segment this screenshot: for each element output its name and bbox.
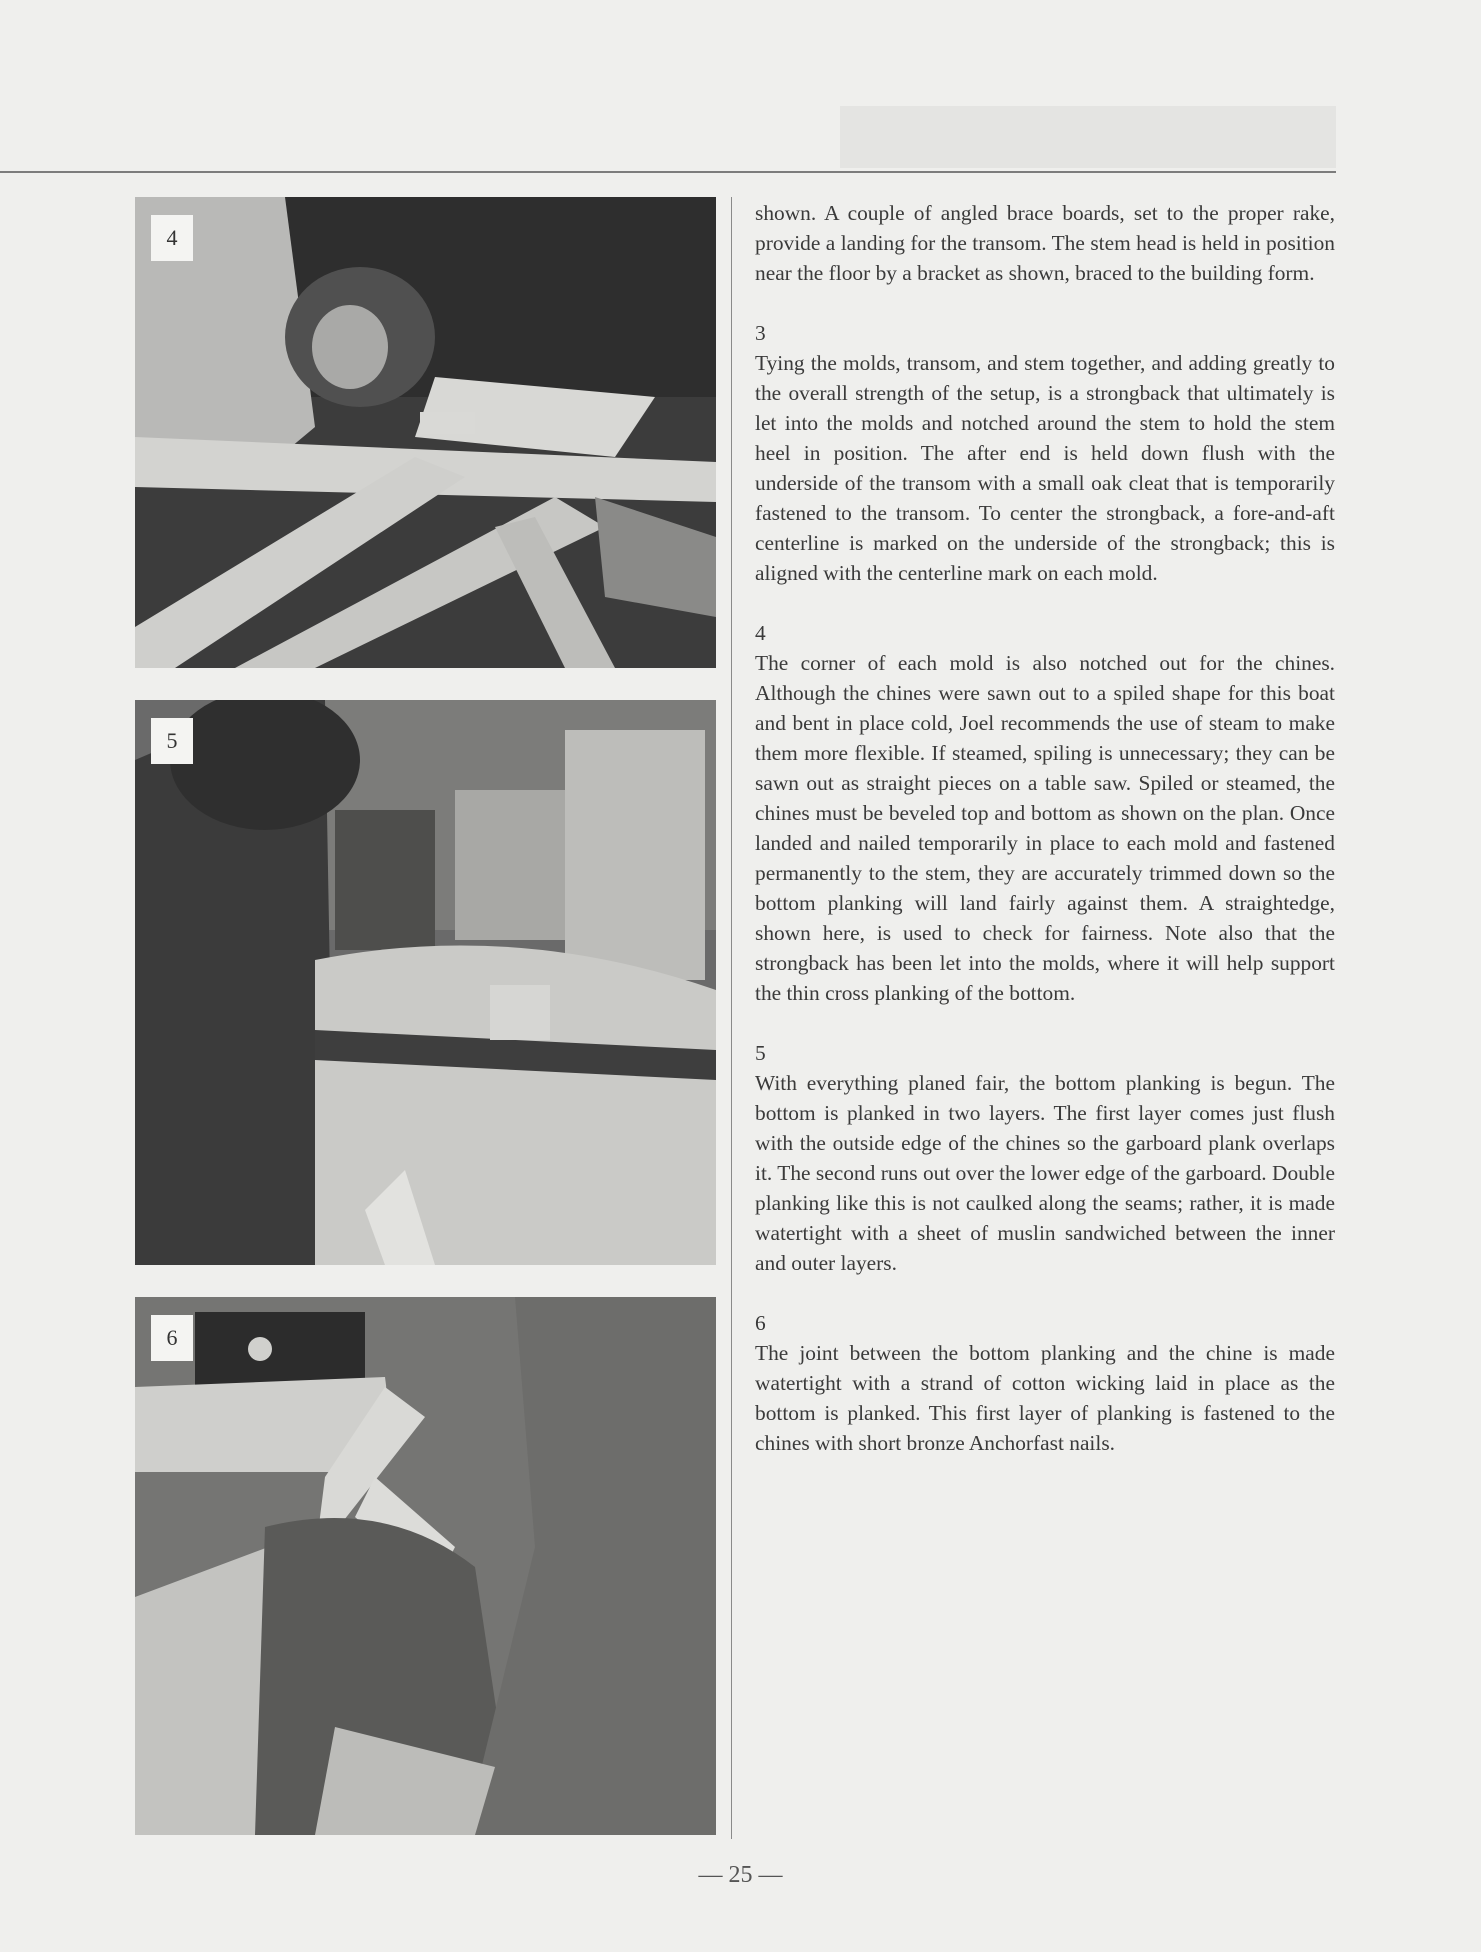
- step-3: [755, 318, 1335, 588]
- photo-6: [135, 1297, 716, 1835]
- step-4: [755, 618, 1335, 1008]
- body-text-column: [755, 198, 1335, 1458]
- step-number: 3: [755, 321, 766, 345]
- step-6: [755, 1308, 1335, 1458]
- photo-6-image: [135, 1297, 716, 1835]
- photo-4: [135, 197, 716, 668]
- header-rule: [0, 171, 1336, 173]
- page-number: — 25 —: [698, 1862, 783, 1888]
- column-divider: [731, 197, 732, 1839]
- photo-5-image: [135, 700, 716, 1265]
- step-body: The corner of each mold is also notched out for the chines. Although the chines were sawn out to a spiled shape for this boat and bent in place cold, Joel recommends the use of steam to make them more flexible. If steamed, spiling is unnecessary; they can be sawn out as straight pieces on a table saw. Spiled or steamed, the chines must be beveled top and bottom as shown on the plan. Once landed and nailed temporarily in place to each mold and fastened permanently to the stem, they are accurately trimmed down so the bottom planking will land fairly against them. A straightedge, shown here, is used to check for fairness. Note also that the strongback has been let into the molds, where it will help support the thin cross planking of the bottom.: [755, 651, 1335, 1005]
- photo-label-5: 5: [151, 718, 193, 764]
- step-number: 4: [755, 621, 766, 645]
- photo-label-4: 4: [151, 215, 193, 261]
- step-number: 6: [755, 1311, 766, 1335]
- step-body: Tying the molds, transom, and stem together, and adding greatly to the overall strength of the setup, is a strongback that ultimately is let into the molds and notched around the stem to hold the stem heel in position. The after end is held down flush with the underside of the transom with a small oak cleat that is temporarily fastened to the transom. To center the strongback, a fore-and-aft centerline is marked on the underside of the strongback; this is aligned with the centerline mark on each mold.: [755, 351, 1335, 585]
- photo-label-6: 6: [151, 1315, 193, 1361]
- step-body: The joint between the bottom planking and the chine is made watertight with a strand of cotton wicking laid in place as the bottom is planked. This first layer of planking is fastened to the chines with short bronze Anchorfast nails.: [755, 1341, 1335, 1455]
- step-number: 5: [755, 1041, 766, 1065]
- step-body: With everything planed fair, the bottom planking is begun. The bottom is planked in two layers. The first layer comes just flush with the outside edge of the chines so the garboard plank overlaps it. The second runs out over the lower edge of the garboard. Double planking like this is not caulked along the seams; rather, it is made watertight with a sheet of muslin sandwiched between the inner and outer layers.: [755, 1071, 1335, 1275]
- show-through-block: [840, 106, 1336, 168]
- photo-5: [135, 700, 716, 1265]
- photo-4-image: [135, 197, 716, 668]
- step-5: [755, 1038, 1335, 1278]
- intro-paragraph: shown. A couple of angled brace boards, set to the proper rake, provide a landing for the transom. The stem head is held in position near the floor by a bracket as shown, braced to the building form.: [755, 201, 1335, 285]
